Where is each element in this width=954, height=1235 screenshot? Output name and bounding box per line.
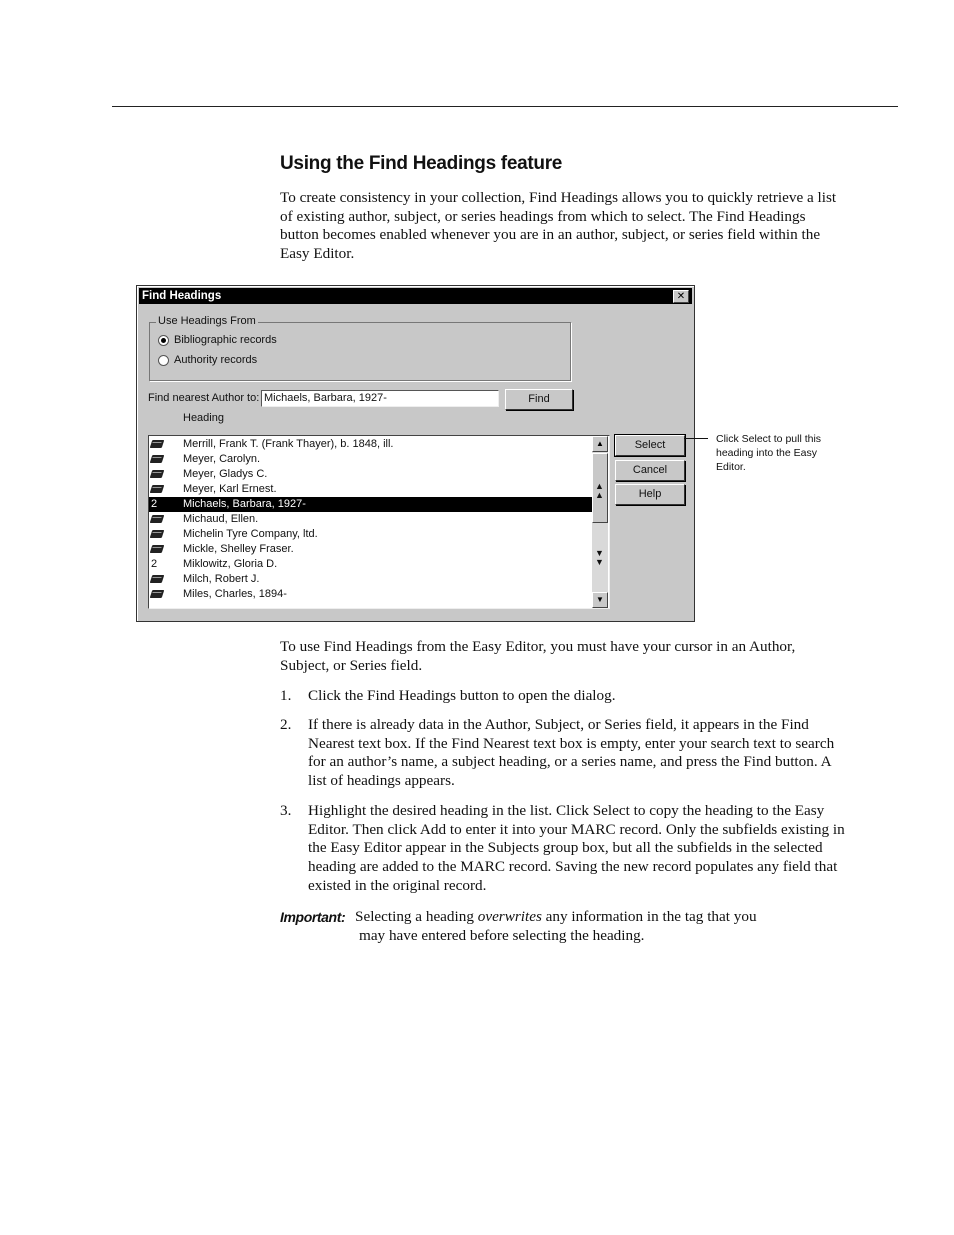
find-nearest-input[interactable] — [261, 390, 499, 407]
book-icon — [150, 485, 165, 493]
important-label: Important: — [280, 909, 346, 925]
heading-row[interactable] — [149, 527, 592, 542]
heading-text: Merrill, Frank T. (Frank Thayer), b. 1848, ill. — [183, 438, 394, 450]
find-button[interactable]: Find — [505, 389, 573, 410]
book-icon — [150, 470, 165, 478]
select-button[interactable]: Select — [615, 435, 685, 456]
heading-row[interactable] — [149, 497, 592, 512]
dialog-title: Find Headings — [142, 290, 222, 302]
callout-leader-line — [684, 438, 708, 439]
heading-count: 2 — [151, 558, 158, 570]
heading-row[interactable] — [149, 467, 592, 482]
section-title: Using the Find Headings feature — [280, 153, 563, 174]
heading-row[interactable] — [149, 437, 592, 452]
heading-text: Meyer, Gladys C. — [183, 468, 268, 480]
important-line-2: may have entered before selecting the heading. — [359, 927, 645, 944]
help-button[interactable]: Help — [615, 484, 685, 505]
heading-row[interactable] — [149, 557, 592, 572]
dialog-titlebar — [139, 288, 692, 304]
find-nearest-label: Find nearest Author to: — [148, 392, 260, 404]
step-text: Highlight the desired heading in the list. Click Select to copy the heading to the Easy Editor. Then click Add to enter it into your MARC record. Only the subfields existing in the Easy Editor appear in the Subjects group box, but all the subfields in the selected heading are added to the MARC record. Saving the new record populates any field that existed in the original record. — [308, 802, 845, 894]
heading-count: 2 — [151, 498, 158, 510]
headings-list[interactable] — [148, 435, 610, 609]
scroll-down-icon[interactable]: ▼ — [592, 592, 608, 608]
heading-text: Meyer, Carolyn. — [183, 453, 261, 465]
step-number: 2. — [280, 716, 292, 733]
heading-row[interactable] — [149, 542, 592, 557]
heading-row[interactable] — [149, 587, 592, 602]
use-headings-from-group — [149, 315, 571, 381]
book-icon — [150, 455, 165, 463]
page-down-icon[interactable]: ▼ ▼ — [595, 548, 604, 567]
usage-intro: To use Find Headings from the Easy Editor, you must have your cursor in an Author, Subject, or Series field. — [280, 638, 796, 674]
heading-text: Miklowitz, Gloria D. — [183, 558, 278, 570]
step-text: Click the Find Headings button to open the dialog. — [308, 687, 616, 704]
radio-unselected-icon[interactable] — [158, 355, 169, 366]
intro-paragraph: To create consistency in your collection, Find Headings allows you to quickly retrieve a list of existing author, subject, or series headings from which to select. The Find Headings button becomes enabled whenever you are in an author, subject, or series field within the Easy Editor. — [280, 189, 837, 263]
radio-label-authority: Authority records — [174, 354, 258, 366]
heading-text: Michaud, Ellen. — [183, 513, 259, 525]
book-icon — [150, 590, 165, 598]
radio-selected-icon[interactable] — [158, 335, 169, 346]
book-icon — [150, 545, 165, 553]
heading-text: Meyer, Karl Ernest. — [183, 483, 277, 495]
important-line-1 — [355, 908, 757, 927]
heading-text: Michelin Tyre Company, ltd. — [183, 528, 318, 540]
headings-list-rows — [149, 437, 592, 602]
book-icon — [150, 530, 165, 538]
cancel-button[interactable]: Cancel — [615, 460, 685, 481]
important-text-after: any information in the tag that you — [541, 908, 757, 925]
heading-text: Miles, Charles, 1894- — [183, 588, 287, 600]
heading-row[interactable] — [149, 482, 592, 497]
heading-row[interactable] — [149, 572, 592, 587]
important-emphasis: overwrites — [477, 908, 542, 925]
group-label: Use Headings From — [158, 315, 256, 327]
header-rule — [112, 106, 898, 107]
select-callout: Click Select to pull this heading into the Easy Editor. — [716, 433, 822, 473]
page-up-icon[interactable]: ▲ ▲ — [595, 481, 604, 500]
list-scrollbar[interactable] — [592, 436, 608, 608]
heading-text: Michaels, Barbara, 1927- — [183, 498, 306, 510]
book-icon — [150, 515, 165, 523]
important-text-before: Selecting a heading — [355, 908, 478, 925]
step-number: 3. — [280, 802, 292, 819]
book-icon — [150, 575, 165, 583]
step-text: If there is already data in the Author, Subject, or Series field, it appears in the Find Nearest text box. If the Find Nearest text box is empty, enter your search text to search for an author’s name, a subject heading, or a series name, and press the Find button. A list of headings appears. — [308, 716, 835, 790]
heading-column-header: Heading — [183, 412, 224, 424]
book-icon — [150, 440, 165, 448]
heading-text: Milch, Robert J. — [183, 573, 260, 585]
scroll-up-icon[interactable]: ▲ — [592, 436, 608, 452]
find-headings-dialog — [136, 285, 695, 622]
heading-text: Mickle, Shelley Fraser. — [183, 543, 294, 555]
close-icon[interactable]: ✕ — [673, 290, 689, 303]
heading-row[interactable] — [149, 452, 592, 467]
step-number: 1. — [280, 687, 292, 704]
radio-label-bibliographic: Bibliographic records — [174, 334, 277, 346]
heading-row[interactable] — [149, 512, 592, 527]
